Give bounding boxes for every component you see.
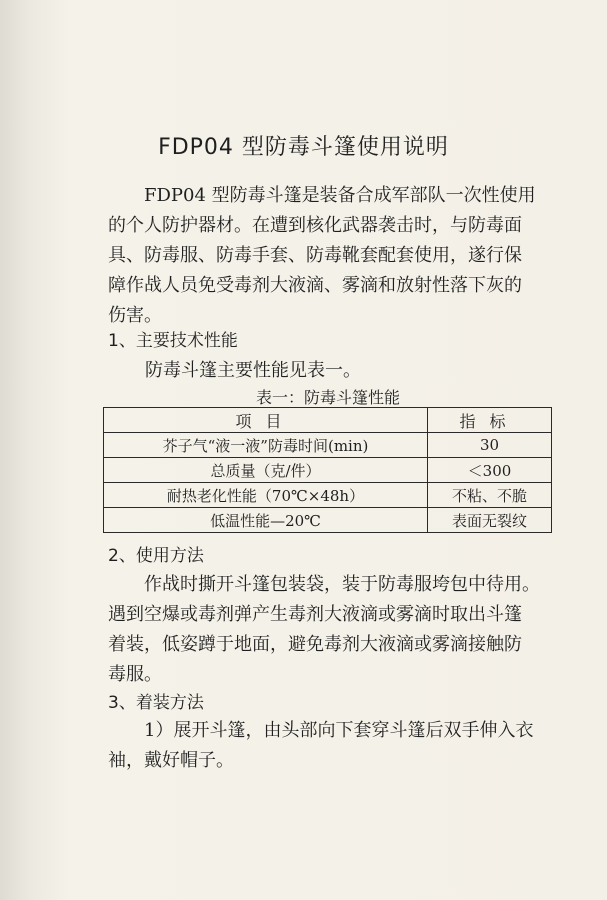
performance-table — [103, 407, 552, 533]
section-heading-performance: 1、主要技术性能 — [108, 331, 238, 351]
intro-line: 的个人防护器材。在遭到核化武器袭击时，与防毒面 — [108, 215, 522, 236]
table-cell-value: ＜300 — [428, 458, 552, 483]
table-cell-value: 不粘、不脆 — [428, 483, 552, 508]
table-cell-value: 表面无裂纹 — [428, 508, 552, 533]
intro-paragraph — [108, 181, 558, 331]
table-cell-item: 总质量（克/件） — [104, 458, 428, 483]
usage-line: 毒服。 — [108, 664, 162, 685]
table-header-row — [104, 408, 552, 433]
table-header-value: 指标 — [428, 408, 552, 433]
table-row — [104, 433, 552, 458]
usage-line: 着装，低姿蹲于地面，避免毒剂大液滴或雾滴接触防 — [108, 634, 522, 655]
table-cell-item: 耐热老化性能（70℃×48h） — [104, 483, 428, 508]
table-header-item: 项目 — [104, 408, 428, 433]
page-title: FDP04 型防毒斗篷使用说明 — [158, 135, 449, 160]
section-heading-donning: 3、着装方法 — [108, 693, 204, 713]
donning-line: 袖，戴好帽子。 — [108, 750, 234, 771]
intro-line: 具、防毒服、防毒手套、防毒靴套配套使用，遂行保 — [108, 245, 522, 266]
donning-paragraph — [108, 716, 558, 776]
usage-paragraph — [108, 570, 558, 690]
table-caption: 表一：防毒斗篷性能 — [255, 388, 400, 407]
table-row — [104, 483, 552, 508]
usage-line: 遇到空爆或毒剂弹产生毒剂大液滴或雾滴时取出斗篷 — [108, 604, 522, 625]
section-heading-usage: 2、使用方法 — [108, 546, 204, 566]
intro-line: FDP04 型防毒斗篷是装备合成军部队一次性使用 — [144, 185, 536, 206]
table-cell-item: 芥子气“液一液”防毒时间(min) — [104, 433, 428, 458]
donning-line: 1）展开斗篷，由头部向下套穿斗篷后双手伸入衣 — [144, 720, 534, 741]
table-row — [104, 458, 552, 483]
table-cell-item: 低温性能—20℃ — [104, 508, 428, 533]
intro-line: 障作战人员免受毒剂大液滴、雾滴和放射性落下灰的 — [108, 275, 522, 296]
usage-line: 作战时撕开斗篷包装袋，装于防毒服垮包中待用。 — [144, 574, 540, 595]
performance-note: 防毒斗篷主要性能见表一。 — [145, 360, 361, 381]
intro-line: 伤害。 — [108, 305, 162, 326]
table-row — [104, 508, 552, 533]
table-cell-value: 30 — [428, 433, 552, 458]
